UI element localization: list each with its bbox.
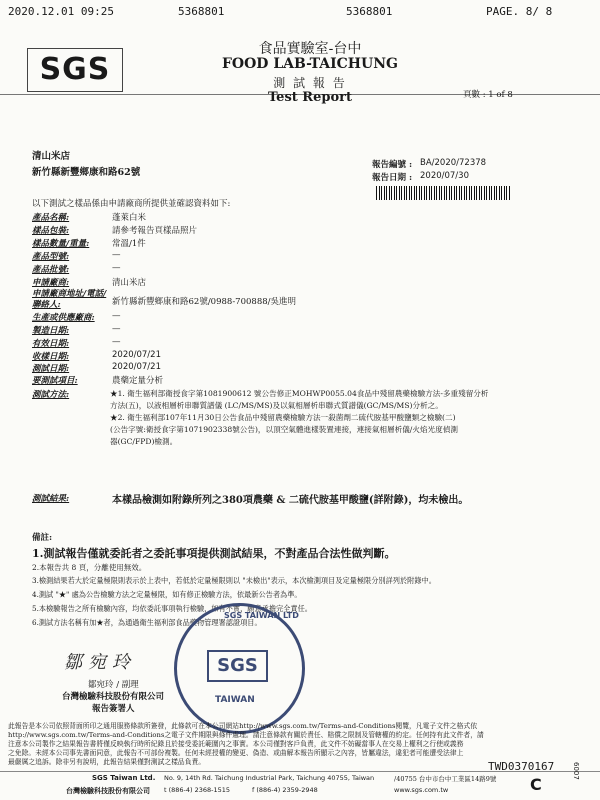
field-value: 清山米店 (112, 278, 147, 288)
footer-company-cn: 台灣檢驗科技股份有限公司 (66, 786, 150, 795)
lab-name-en: FOOD LAB-TAICHUNG (221, 56, 399, 72)
field-value: 常溫/1件 (112, 239, 146, 249)
report-date-label: 報告日期 : (372, 173, 413, 183)
field-value: 新竹縣新豐鄉康和路62號/0988-700888/吳進明 (112, 297, 296, 307)
handwritten-signature: 鄒宛玲 (64, 652, 136, 673)
page-of: 頁數 : 1 of 8 (463, 90, 513, 100)
note-item: 4.測試 "★" 處為公告檢驗方法之定量極限，如有修正檢驗方法，依最新公告者為準。 (32, 590, 302, 599)
client-name: 清山米店 (32, 151, 71, 162)
signer-name-title: 鄒宛玲 / 副理 (88, 680, 139, 690)
footer-address-en: No. 9, 14th Rd. Taichung Industrial Park, Taichung 40755, Taiwan (164, 774, 375, 782)
field-label: 產品名稱: (32, 213, 70, 223)
disclaimer-line: 之免除。未經本公司事先書面同意，此報告不可部份複製。任何未經授權的變更、偽造、或曲解本報告所顯示之內容，皆屬違法，違犯者可能遭受法律上 (8, 749, 464, 757)
note-item: 5.本檢驗報告之所有檢驗內容，均依委託事項執行檢驗，如有不實，願意承擔完全責任。 (32, 604, 312, 613)
sgs-logo: SGS (27, 48, 123, 92)
seal-center: SGS (207, 650, 268, 682)
method-label: 測試方法: (32, 390, 70, 400)
field-label: 生產或供應廠商: (32, 313, 95, 323)
report-no-label: 報告編號 : (372, 160, 413, 170)
footer-fax: f (886-4) 2359-2948 (252, 786, 318, 794)
report-barcode (376, 186, 510, 200)
field-value: 2020/07/21 (112, 362, 161, 372)
field-label: 樣品數量/重量: (32, 239, 90, 249)
field-value: — (112, 311, 121, 321)
fax-page: PAGE. 8/ 8 (486, 5, 553, 18)
signer-company: 台灣檢驗科技股份有限公司 (62, 692, 165, 702)
document-number: TWD0370167 (488, 760, 555, 773)
field-label: 產品型號: (32, 252, 70, 262)
method-line: ★2. 衛生福利部107年11月30日公告食品中殘留農藥檢驗方法一殺菌劑二硫代胺基甲酸鹽類之檢驗(二) (110, 413, 456, 422)
signer-authority: 報告簽署人 (92, 704, 135, 714)
method-line: 方法(五)，以液相層析串聯質譜儀 (LC/MS/MS)及以氣相層析串聯式質譜儀(GC/MS/MS)分析之。 (110, 401, 443, 410)
client-address: 新竹縣新豐鄉康和路62號 (32, 167, 141, 178)
field-value: — (112, 250, 121, 260)
field-label: 製造日期: (32, 326, 70, 336)
field-value: 2020/07/21 (112, 350, 161, 360)
method-line: 器(GC/FPD)檢測。 (110, 437, 178, 446)
disclaimer-line: 此報告是本公司依照背面所印之通用服務條款所簽發，此條款可在本公司網站http://www.sgs.com.tw/Terms-and-Conditions閱覽，凡電子文件之格式依 (8, 722, 477, 730)
field-value: 蓬萊白米 (112, 213, 147, 223)
report-title-en: Test Report (268, 90, 352, 105)
report-date: 2020/07/30 (420, 171, 469, 181)
notes-title: 備註: (32, 533, 53, 543)
field-label: 要測試項目: (32, 376, 78, 386)
intro-text: 以下測試之樣品係由申請廠商所提供並確認資料如下: (32, 199, 231, 209)
field-label: 有效日期: (32, 339, 70, 349)
field-label: 申請廠商地址/電話/聯絡人: (32, 289, 107, 310)
note-item: 3.檢測結果若大於定量極限則表示於上表中，若低於定量極限則以 "未檢出"表示，本次檢測項目及定量極限分別詳列於附錄中。 (32, 576, 436, 585)
field-label: 樣品包裝: (32, 226, 70, 236)
result-text: 本樣品檢測如附錄所列之380項農藥 & 二硫代胺基甲酸鹽(詳附錄)，均未檢出。 (112, 495, 469, 506)
field-value: — (112, 263, 121, 273)
footer-web: www.sgs.com.tw (394, 786, 449, 794)
disclaimer-line: http://www.sgs.com.tw/Terms-and-Conditions之電子文件期限與條件處理。請注意條款有關於責任、賠償之限制及管轄權的約定。任何持有此文件者，請 (8, 731, 484, 739)
seal-bottom-text: TAIWAN (215, 695, 255, 705)
footer-address-cn: /40755 台中市台中工業區14路9號 (394, 775, 497, 783)
field-label: 申請廠商: (32, 278, 70, 288)
method-line: (公告字號:衛授食字第1071902338號公告)，以頂空氣體進樣裝置連接，連接氣相層析儀/火焰光度偵測 (110, 425, 458, 434)
side-code: 6007 (572, 762, 580, 780)
document-code: C (530, 775, 542, 794)
fax-datetime: 2020.12.01 09:25 (8, 5, 114, 18)
report-no: BA/2020/72378 (420, 158, 487, 168)
fax-number-right: 5368801 (346, 5, 393, 18)
lab-name-cn: 食品實驗室-台中 (258, 41, 362, 57)
note-item: 1.測試報告僅就委託者之委託事項提供測試結果，不對產品合法性做判斷。 (32, 547, 396, 560)
disclaimer-line: 最嚴厲之追訴。除非另有說明，此報告結果僅對測試之樣品負責。 (8, 758, 206, 766)
field-label: 收樣日期: (32, 352, 70, 362)
note-item: 6.測試方法名稱有加★者，為通過衛生福利部食品藥物管理署認證項目。 (32, 618, 262, 627)
method-line: ★1. 衛生福利部衛授食字第1081900612 號公告修正MOHWP0055.04食品中殘留農藥檢驗方法-多重殘留分析 (110, 389, 489, 398)
field-value: — (112, 337, 121, 347)
note-item: 2.本報告共 8 頁，分離使用無效。 (32, 563, 147, 572)
field-value: 請參考報告頁樣品照片 (112, 226, 198, 236)
field-value: 農藥定量分析 (112, 376, 164, 386)
field-value: — (112, 324, 121, 334)
seal-ring-text: SGS TAIWAN LTD (224, 611, 299, 620)
footer-tel: t (886-4) 2368-1515 (164, 786, 231, 794)
disclaimer-line: 注意本公司製作之結果報告書將僅反映執行時所紀錄且於接受委託範圍內之事實。本公司僅對客戶負責，此文件不妨礙當事人在交易上權利之行使或義務 (8, 740, 464, 748)
fax-number-left: 5368801 (178, 5, 225, 18)
footer-company-en: SGS Taiwan Ltd. (92, 774, 156, 782)
result-label: 測試結果: (32, 494, 70, 504)
field-label: 產品批號: (32, 265, 70, 275)
field-label: 測試日期: (32, 364, 70, 374)
report-title-cn: 測 試 報 告 (273, 76, 347, 90)
method-text (110, 388, 580, 448)
